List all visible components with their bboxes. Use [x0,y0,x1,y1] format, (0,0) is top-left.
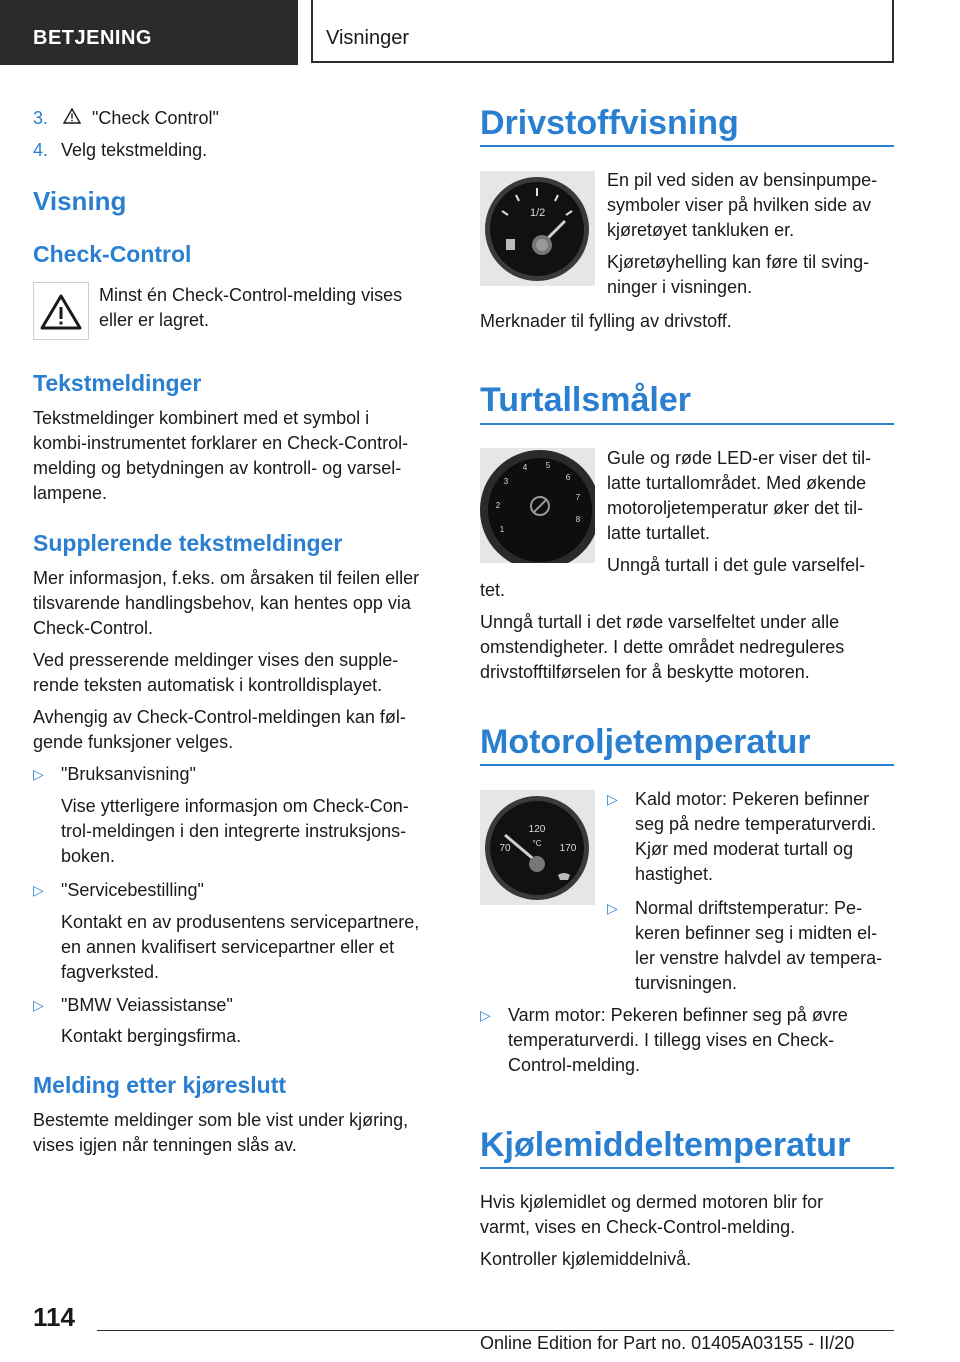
sup-line: Avhengig av Check-Control-meldingen kan føl- [33,707,406,727]
step-4: 4. Velg tekstmelding. [33,140,208,160]
tach-tick-label: 5 [545,461,551,470]
fuel-gauge-image [480,171,595,286]
heading-tekstmeldinger: Tekstmeldinger [33,370,202,396]
oil-bullet-line: seg på nedre temperaturverdi. [635,814,877,834]
bullet-title: "BMW Veiassistanse" [61,995,233,1015]
tach-tick-label: 2 [495,501,501,510]
heading-rule [480,145,894,147]
sup-line: tilsvarende handlingsbehov, kan hentes opp via [33,593,411,613]
cool-line: Hvis kjølemidlet og dermed motoren blir for [480,1192,824,1212]
oil-gauge-low: 70 [499,843,511,854]
oil-bullet-line: Normal driftstemperatur: Pe- [635,898,863,918]
fuel-line: symboler viser på hvilken side av [607,195,872,215]
fuel-line: En pil ved siden av bensinpumpe- [607,170,878,190]
heading-kjolemiddeltemperatur: Kjølemiddeltemperatur [480,1126,851,1164]
bullet-triangle-icon: ▷ [480,1007,491,1023]
tach-line: latte turtallområdet. Med økende [607,473,867,493]
tach-line: Unngå turtall i det gule varselfel- [607,555,866,575]
oil-bullet3-line: temperaturverdi. I tillegg vises en Check- [508,1030,835,1050]
tach-tick-label: 6 [565,473,571,482]
oil-bullet3-line: Varm motor: Pekeren befinner seg på øvre [508,1005,848,1025]
oil-bullet-line: turvisningen. [635,973,738,993]
tach-line: latte turtallet. [607,523,711,543]
bullet-line: trol-meldingen i den integrerte instruksjons- [61,821,407,841]
heading-supplerende: Supplerende tekstmeldinger [33,530,343,556]
heading-turtallsmaler: Turtallsmåler [480,381,692,419]
tach-tick-label: 3 [503,477,509,486]
bullet-triangle-icon: ▷ [33,766,44,782]
tach-tick-label: 8 [575,515,581,524]
heading-rule [480,1167,894,1169]
heading-rule [480,423,894,425]
bullet-line: boken. [61,846,116,866]
tach-line: Gule og røde LED-er viser det til- [607,448,872,468]
oil-bullet-line: ler venstre halvdel av tempera- [635,948,883,968]
oil-bullet-line: Kald motor: Pekeren befinner [635,789,870,809]
tach-tick-label: 7 [575,493,581,502]
oil-can-icon [558,873,570,880]
tach-p-line: Unngå turtall i det røde varselfeltet under alle [480,612,840,632]
tach-cont: tet. [480,580,506,600]
tach-p-line: omstendigheter. I dette området nedreguleres [480,637,845,657]
fuel-line: ninger i visningen. [607,277,753,297]
oil-gauge-unit: °C [532,839,542,848]
fuel-line: Kjøretøyhelling kan føre til sving- [607,252,870,272]
tach-tick-label: 4 [522,463,528,472]
tm-line: Tekstmeldinger kombinert med et symbol i [33,408,370,428]
heading-drivstoffvisning: Drivstoffvisning [480,104,739,142]
section-header [0,0,298,65]
bullet-triangle-icon: ▷ [33,997,44,1013]
oil-bullet3-line: Control-melding. [508,1055,641,1075]
tm-line: kombi-instrumentet forklarer en Check-Control- [33,433,409,453]
bullet-triangle-icon: ▷ [607,791,618,807]
cool-line: varmt, vises en Check-Control-melding. [480,1217,796,1237]
fuel-gauge-label: 1/2 [530,207,546,219]
heading-melding-etter: Melding etter kjøreslutt [33,1072,287,1098]
tach-tick-label: 1 [499,525,505,534]
sup-line: Mer informasjon, f.eks. om årsaken til feilen eller [33,568,420,588]
oil-temp-gauge-image [480,790,595,905]
mk-line: vises igjen når tenningen slås av. [33,1135,297,1155]
oil-bullet-line: hastighet. [635,864,714,884]
bullet-line: en annen kvalifisert servicepartner eller et [61,937,395,957]
tach-line: motoroljetemperatur øker det til- [607,498,864,518]
fuel-note: Merknader til fylling av drivstoff. [480,311,732,331]
bullet-title: "Bruksanvisning" [61,764,196,784]
bullet-line: Vise ytterligere informasjon om Check-Con- [61,796,409,816]
step-3: 3. "Check Control" [33,106,219,131]
oil-gauge-mid: 120 [528,824,546,835]
warning-icon-box [33,282,89,340]
tm-line: melding og betydningen av kontroll- og varsel- [33,458,402,478]
oil-bullet-line: keren befinner seg i midten el- [635,923,878,943]
oil-gauge-high: 170 [559,843,577,854]
fuel-line: kjøretøyet tankluken er. [607,220,795,240]
footer-rule [97,1330,894,1331]
cc-text-line1: Minst én Check-Control-melding vises [99,285,403,305]
heading-rule [480,764,894,766]
heading-visning: Visning [33,186,127,216]
heading-motoroljetemperatur: Motoroljetemperatur [480,723,811,761]
heading-check-control: Check-Control [33,241,192,267]
sup-line: Check-Control. [33,618,154,638]
chapter-header [311,0,894,63]
tach-p-line: drivstofftilførselen for å beskytte motoren. [480,662,810,682]
bullet-triangle-icon: ▷ [33,882,44,898]
tachometer-image [480,448,595,563]
bullet-triangle-icon: ▷ [607,900,618,916]
sup-line: Ved presserende meldinger vises den supple- [33,650,399,670]
warning-icon [63,106,81,131]
cc-text-line2: eller er lagret. [99,310,210,330]
footer-edition: Online Edition for Part no. 01405A03155 - II/20 [480,1333,855,1353]
cool-line: Kontroller kjølemiddelnivå. [480,1249,692,1269]
bullet-line: Kontakt bergingsfirma. [61,1026,242,1046]
sup-line: gende funksjoner velges. [33,732,234,752]
chapter-title: Visninger [326,27,410,49]
bullet-line: Kontakt en av produsentens servicepartnere, [61,912,420,932]
warning-icon [34,283,88,339]
bullet-line: fagverksted. [61,962,160,982]
page-number: 114 [33,1302,75,1332]
mk-line: Bestemte meldinger som ble vist under kjøring, [33,1110,409,1130]
oil-bullet-line: Kjør med moderat turtall og [635,839,854,859]
tm-line: lampene. [33,483,108,503]
section-title: BETJENING [33,27,152,49]
bullet-title: "Servicebestilling" [61,880,204,900]
fuel-pump-icon [506,239,515,250]
sup-line: rende teksten automatisk i kontrolldisplayet. [33,675,383,695]
